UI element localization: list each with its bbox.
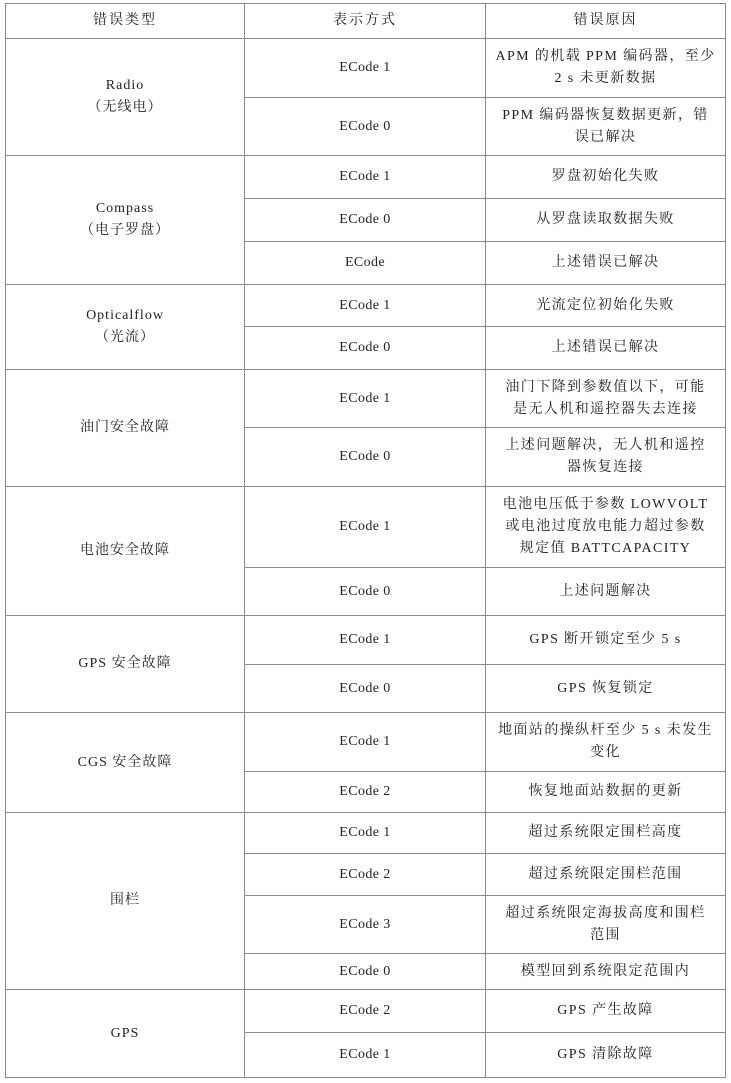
error-type-radio xyxy=(6,39,245,156)
reason-line: 上述错误已解决 xyxy=(551,255,660,270)
reason-cell xyxy=(486,487,726,568)
table-row xyxy=(6,487,726,568)
reason-cell xyxy=(486,1033,726,1078)
error-type-compass xyxy=(6,156,245,285)
reason-line: APM 的机载 PPM 编码器，至少 xyxy=(495,49,716,64)
reason-line: GPS 断开锁定至少 5 s xyxy=(529,632,682,647)
reason-cell xyxy=(486,616,726,665)
code-cell: ECode 0 xyxy=(245,428,486,487)
reason-cell xyxy=(486,428,726,487)
reason-line: 超过系统限定海拔高度和围栏 xyxy=(505,905,706,921)
reason-line: 电池电压低于参数 LOWVOLT xyxy=(502,497,709,512)
error-type-line: （无线电） xyxy=(87,100,163,115)
reason-line: 或电池过度放电能力超过参数 xyxy=(505,519,706,534)
error-type-line: CGS 安全故障 xyxy=(77,754,173,770)
reason-line: 超过系统限定围栏高度 xyxy=(528,825,683,840)
reason-line: 变化 xyxy=(590,745,621,760)
reason-cell xyxy=(486,370,726,428)
reason-line: GPS 恢复锁定 xyxy=(557,680,654,696)
code-cell: ECode 1 xyxy=(245,813,486,854)
error-type-line: GPS 安全故障 xyxy=(78,656,172,671)
reason-line: 从罗盘读取数据失败 xyxy=(536,212,675,227)
error-type-line: Opticalflow xyxy=(86,308,164,323)
reason-cell xyxy=(486,199,726,242)
reason-line: 2 s 未更新数据 xyxy=(554,71,657,86)
error-type-fence xyxy=(6,813,245,990)
reason-cell xyxy=(486,772,726,813)
reason-cell xyxy=(486,990,726,1033)
reason-line: 误已解决 xyxy=(574,129,637,145)
reason-line: 罗盘初始化失败 xyxy=(551,169,660,184)
table-row xyxy=(6,370,726,428)
header-reason: 错误原因 xyxy=(486,4,726,39)
table-row xyxy=(6,616,726,665)
reason-cell xyxy=(486,242,726,285)
reason-line: 器恢复连接 xyxy=(567,460,644,475)
reason-cell xyxy=(486,156,726,199)
code-cell: ECode 1 xyxy=(245,487,486,568)
reason-line: 规定值 BATTCAPACITY xyxy=(519,541,692,556)
code-cell: ECode 0 xyxy=(245,665,486,713)
code-cell: ECode 1 xyxy=(245,39,486,98)
error-type-battery-failsafe xyxy=(6,487,245,616)
code-cell: ECode 0 xyxy=(245,327,486,370)
table-row xyxy=(6,39,726,98)
error-type-gps xyxy=(6,990,245,1078)
code-cell: ECode 0 xyxy=(245,568,486,616)
reason-line: GPS 产生故障 xyxy=(557,1003,654,1018)
error-type-line: GPS xyxy=(110,1025,140,1041)
reason-cell xyxy=(486,285,726,327)
code-cell: ECode 2 xyxy=(245,854,486,896)
code-cell: ECode 1 xyxy=(245,713,486,772)
error-type-gcs-failsafe xyxy=(6,713,245,813)
reason-line: GPS 清除故障 xyxy=(557,1047,654,1062)
reason-cell xyxy=(486,954,726,990)
table-row xyxy=(6,813,726,854)
error-type-throttle-failsafe xyxy=(6,370,245,487)
reason-line: 超过系统限定围栏范围 xyxy=(528,866,683,882)
error-type-line: 围栏 xyxy=(110,893,140,908)
error-type-line: （光流） xyxy=(95,330,155,345)
table-row xyxy=(6,713,726,772)
code-cell: ECode 3 xyxy=(245,896,486,954)
reason-line: 上述问题解决，无人机和遥控 xyxy=(505,438,706,453)
reason-line: 上述问题解决 xyxy=(559,583,652,599)
code-cell: ECode xyxy=(245,242,486,285)
reason-line: 范围 xyxy=(590,927,621,943)
reason-cell xyxy=(486,896,726,954)
code-cell: ECode 1 xyxy=(245,370,486,428)
header-method: 表示方式 xyxy=(245,4,486,39)
reason-line: 是无人机和遥控器失去连接 xyxy=(513,401,698,417)
reason-line: 上述错误已解决 xyxy=(551,340,660,355)
reason-line: 地面站的操纵杆至少 5 s 未发生 xyxy=(498,723,713,738)
reason-cell xyxy=(486,854,726,896)
error-table xyxy=(5,3,726,1078)
error-type-line: Compass xyxy=(95,201,155,216)
error-type-gps-failsafe xyxy=(6,616,245,713)
error-type-line: 电池安全故障 xyxy=(80,543,170,558)
reason-line: 恢复地面站数据的更新 xyxy=(528,784,683,799)
code-cell: ECode 1 xyxy=(245,1033,486,1078)
code-cell: ECode 0 xyxy=(245,98,486,156)
table-row xyxy=(6,156,726,199)
reason-cell xyxy=(486,98,726,156)
code-cell: ECode 1 xyxy=(245,285,486,327)
reason-line: 模型回到系统限定范围内 xyxy=(520,963,691,979)
reason-cell xyxy=(486,568,726,616)
header-type: 错误类型 xyxy=(6,4,245,39)
code-cell: ECode 0 xyxy=(245,954,486,990)
reason-cell xyxy=(486,665,726,713)
error-type-opticalflow xyxy=(6,285,245,370)
reason-line: 油门下降到参数值以下，可能 xyxy=(505,379,706,395)
header-row xyxy=(6,4,726,39)
reason-cell xyxy=(486,813,726,854)
reason-line: PPM 编码器恢复数据更新，错 xyxy=(502,107,709,123)
reason-cell xyxy=(486,713,726,772)
code-cell: ECode 0 xyxy=(245,199,486,242)
reason-cell xyxy=(486,39,726,98)
table-row xyxy=(6,285,726,327)
code-cell: ECode 2 xyxy=(245,772,486,813)
error-type-line: 油门安全故障 xyxy=(80,420,170,435)
error-type-line: （电子罗盘） xyxy=(80,223,170,238)
reason-line: 光流定位初始化失败 xyxy=(536,297,675,313)
code-cell: ECode 1 xyxy=(245,156,486,199)
code-cell: ECode 1 xyxy=(245,616,486,665)
error-type-line: Radio xyxy=(105,78,145,93)
table-row xyxy=(6,990,726,1033)
code-cell: ECode 2 xyxy=(245,990,486,1033)
reason-cell xyxy=(486,327,726,370)
